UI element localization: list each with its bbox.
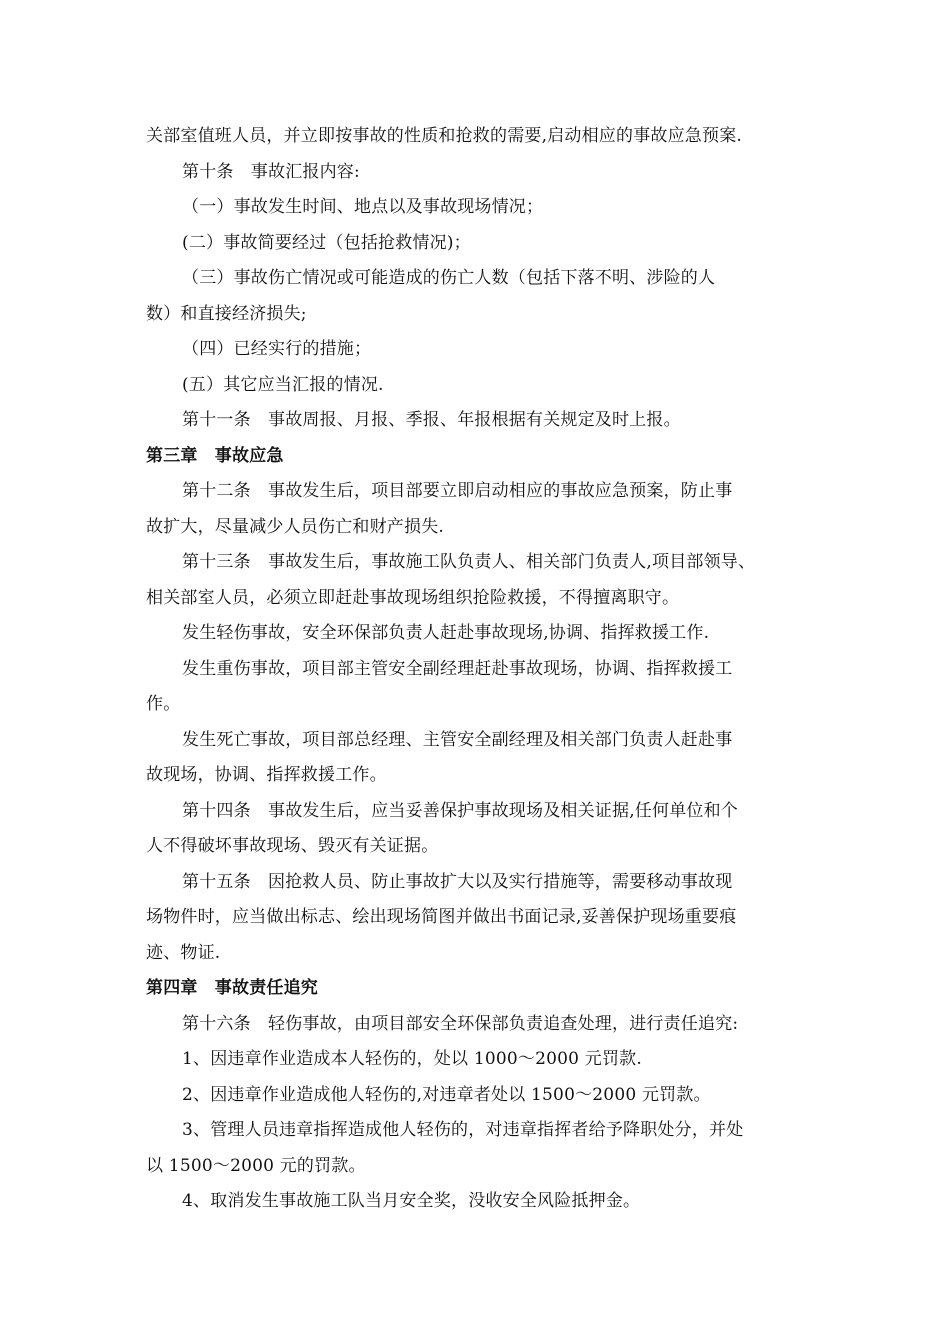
- paragraph-line: 故扩大，尽量减少人员伤亡和财产损失.: [146, 516, 445, 537]
- chapter-heading: 第三章 事故应急: [146, 445, 284, 466]
- paragraph-line: 发生死亡事故，项目部总经理、主管安全副经理及相关部门负责人赶赴事: [182, 729, 733, 750]
- paragraph-line: 4、取消发生事故施工队当月安全奖，没收安全风险抵押金。: [182, 1191, 641, 1211]
- paragraph-line: 迹、物证.: [146, 942, 221, 963]
- paragraph-line: 2、因违章作业造成他人轻伤的,对违章者处以 1500～2000 元罚款。: [182, 1084, 711, 1105]
- paragraph-line: （四）已经实行的措施；: [182, 339, 372, 359]
- paragraph-line: (二）事故简要经过（包括抢救情况)；: [182, 232, 471, 253]
- paragraph-line: 发生重伤事故，项目部主管安全副经理赶赴事故现场，协调、指挥救援工: [182, 658, 733, 679]
- paragraph-line: （一）事故发生时间、地点以及事故现场情况；: [182, 197, 544, 217]
- paragraph-line: 人不得破坏事故现场、毁灭有关证据。: [146, 836, 439, 856]
- chapter-heading: 第四章 事故责任追究: [146, 978, 318, 998]
- paragraph-line: 数）和直接经济损失;: [146, 303, 307, 324]
- paragraph-line: 第十三条 事故发生后，事故施工队负责人、相关部门负责人,项目部领导、: [182, 552, 756, 572]
- paragraph-line: 发生轻伤事故，安全环保部负责人赶赴事故现场,协调、指挥救援工作.: [182, 623, 710, 643]
- paragraph-line: 以 1500～2000 元的罚款。: [146, 1155, 366, 1176]
- paragraph-line: （三）事故伤亡情况或可能造成的伤亡人数（包括下落不明、涉险的人: [182, 268, 716, 288]
- paragraph-line: 3、管理人员违章指挥造成他人轻伤的，对违章指挥者给予降职处分，并处: [182, 1120, 744, 1140]
- paragraph-line: 第十二条 事故发生后，项目部要立即启动相应的事故应急预案，防止事: [182, 481, 733, 501]
- paragraph-line: 第十六条 轻伤事故，由项目部安全环保部负责追查处理，进行责任追究:: [182, 1013, 739, 1034]
- paragraph-line: 第十条 事故汇报内容:: [182, 161, 360, 182]
- paragraph-line: 作。: [146, 694, 181, 714]
- paragraph-line: 第十一条 事故周报、月报、季报、年报根据有关规定及时上报。: [182, 410, 681, 430]
- paragraph-line: 故现场，协调、指挥救援工作。: [146, 765, 387, 785]
- paragraph-line: 场物件时，应当做出标志、绘出现场简图并做出书面记录,妥善保护现场重要痕: [146, 907, 737, 927]
- document-body: [146, 119, 808, 1220]
- paragraph-line: 关部室值班人员，并立即按事故的性质和抢救的需要,启动相应的事故应急预案.: [146, 126, 743, 146]
- paragraph-line: (五）其它应当汇报的情况.: [182, 374, 384, 395]
- paragraph-line: 第十四条 事故发生后，应当妥善保护事故现场及相关证据,任何单位和个: [182, 800, 739, 821]
- paragraph-line: 1、因违章作业造成本人轻伤的，处以 1000～2000 元罚款.: [182, 1049, 642, 1069]
- paragraph-line: 第十五条 因抢救人员、防止事故扩大以及实行措施等，需要移动事故现: [182, 871, 733, 892]
- paragraph-line: 相关部室人员，必须立即赶赴事故现场组织抢险救援，不得擅离职守。: [146, 587, 680, 608]
